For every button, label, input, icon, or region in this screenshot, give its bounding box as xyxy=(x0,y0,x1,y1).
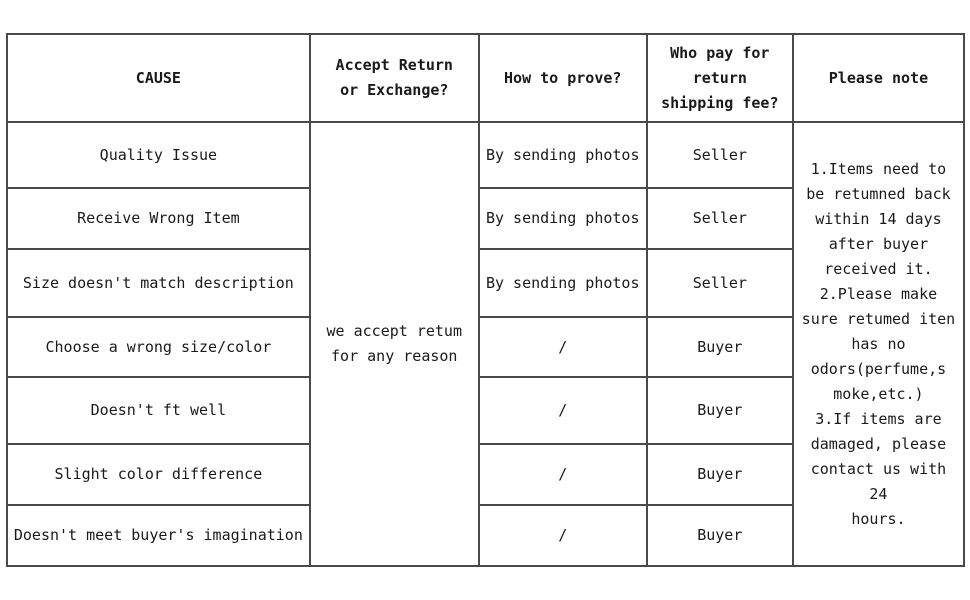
payer-cell: Buyer xyxy=(647,444,793,505)
cause-cell: Receive Wrong Item xyxy=(7,188,310,249)
header-who-pays-line: return xyxy=(692,68,747,87)
header-accept-line: Accept Return xyxy=(335,56,453,74)
note-line: sure retumed iten xyxy=(801,309,956,328)
note-line: 1.Items need to xyxy=(810,159,947,178)
prove-cell: By sending photos xyxy=(479,249,647,317)
return-policy-table xyxy=(6,33,965,567)
cause-cell: Choose a wrong size/color xyxy=(7,317,310,377)
payer-cell: Seller xyxy=(647,249,793,317)
note-line: 3.If items are xyxy=(815,409,942,428)
prove-cell: By sending photos xyxy=(479,188,647,249)
prove-cell: / xyxy=(479,377,647,444)
payer-cell: Buyer xyxy=(647,505,793,566)
cause-cell: Size doesn't match description xyxy=(7,249,310,317)
note-cell xyxy=(793,122,964,566)
note-line: hours. xyxy=(851,509,906,528)
cause-cell: Slight color difference xyxy=(7,444,310,505)
payer-cell: Buyer xyxy=(647,317,793,377)
header-accept xyxy=(310,34,479,122)
cause-cell: Doesn't meet buyer's imagination xyxy=(7,505,310,566)
header-row xyxy=(7,34,964,122)
header-prove: How to prove? xyxy=(479,34,647,122)
cause-cell: Quality Issue xyxy=(7,122,310,188)
prove-cell: / xyxy=(479,444,647,505)
note-line: moke,etc.) xyxy=(833,384,924,403)
payer-cell: Seller xyxy=(647,122,793,188)
note-line: has no xyxy=(851,334,906,353)
note-line: be retumned back xyxy=(806,184,951,203)
header-who-pays xyxy=(647,34,793,122)
header-cause: CAUSE xyxy=(7,34,310,122)
prove-cell: / xyxy=(479,505,647,566)
note-line: within 14 days xyxy=(815,209,942,228)
note-line: odors(perfume,s xyxy=(810,359,947,378)
payer-cell: Seller xyxy=(647,188,793,249)
cause-cell: Doesn't ft well xyxy=(7,377,310,444)
accept-line: we accept retum xyxy=(326,322,462,340)
prove-cell: / xyxy=(479,317,647,377)
payer-cell: Buyer xyxy=(647,377,793,444)
table-row xyxy=(7,122,964,188)
header-who-pays-line: Who pay for xyxy=(670,43,770,62)
note-line: after buyer xyxy=(828,234,929,253)
note-line: damaged, please xyxy=(810,434,947,453)
note-line: 2.Please make xyxy=(819,284,938,303)
header-note: Please note xyxy=(793,34,964,122)
accept-line: for any reason xyxy=(331,347,458,365)
prove-cell: By sending photos xyxy=(479,122,647,188)
accept-cell xyxy=(310,122,479,566)
note-line: contact us with 24 xyxy=(810,459,947,503)
note-line: received it. xyxy=(824,259,933,278)
header-who-pays-line: shipping fee? xyxy=(661,93,779,112)
header-accept-line: or Exchange? xyxy=(340,81,449,99)
